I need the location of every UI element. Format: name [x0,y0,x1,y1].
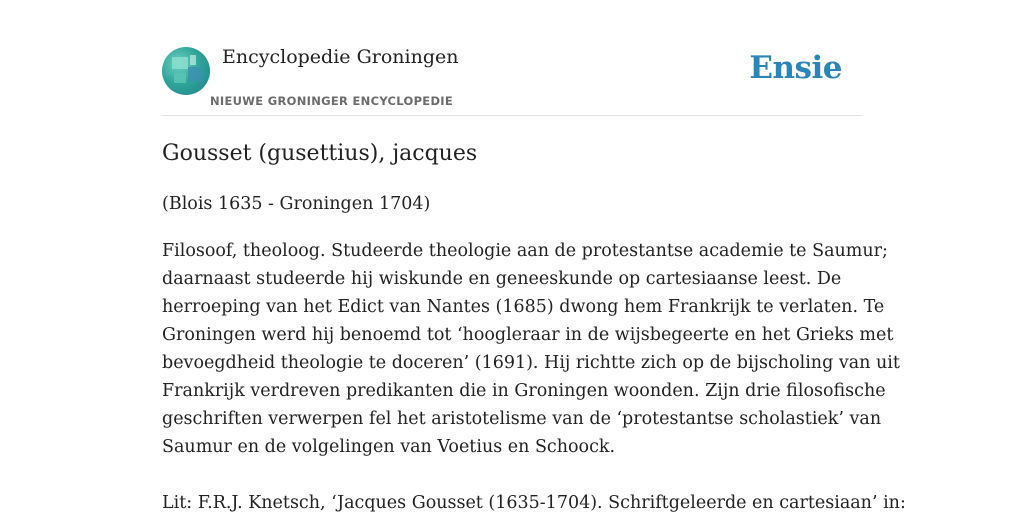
body-line: geschriften verwerpen fel het aristotelisme van de ‘protestantse scholastiek’ van [162,409,882,429]
site-subtitle: NIEUWE GRONINGER ENCYCLOPEDIE [210,94,454,108]
article-body [162,237,900,461]
body-line: bevoegdheid theologie te doceren’ (1691). Hij richtte zich op de bijscholing van uit [162,353,900,373]
body-line: Filosoof, theoloog. Studeerde theologie aan de protestantse academie te Saumur; [162,241,888,261]
site-name-link[interactable]: Encyclopedie Groningen [222,46,459,68]
article-dates: (Blois 1635 - Groningen 1704) [162,194,431,214]
literature-reference: Lit: F.R.J. Knetsch, ‘Jacques Gousset (1635-1704). Schriftgeleerde en cartesiaan’ in: [162,493,906,512]
body-line: herroeping van het Edict van Nantes (1685) dwong hem Frankrijk te verlaten. Te [162,297,885,317]
ensie-brand-link[interactable]: Ensie [749,50,842,86]
body-line: Groningen werd hij benoemd tot ‘hoogleraar in de wijsbegeerte en het Grieks met [162,325,894,345]
body-line: Frankrijk verdreven predikanten die in Groningen woonden. Zijn drie filosofische [162,381,886,401]
logo-tile [174,73,186,83]
body-line: daarnaast studeerde hij wiskunde en geneeskunde op cartesiaanse leest. De [162,269,842,289]
body-line: Saumur en de volgelingen van Voetius en Schoock. [162,437,616,457]
logo-tile [172,57,188,69]
article [162,138,906,512]
site-header [162,40,862,116]
article-title: Gousset (gusettius), jacques [162,141,478,166]
encyclopedia-logo-icon[interactable] [162,47,210,95]
logo-tile [188,67,202,81]
logo-tile [190,55,196,65]
